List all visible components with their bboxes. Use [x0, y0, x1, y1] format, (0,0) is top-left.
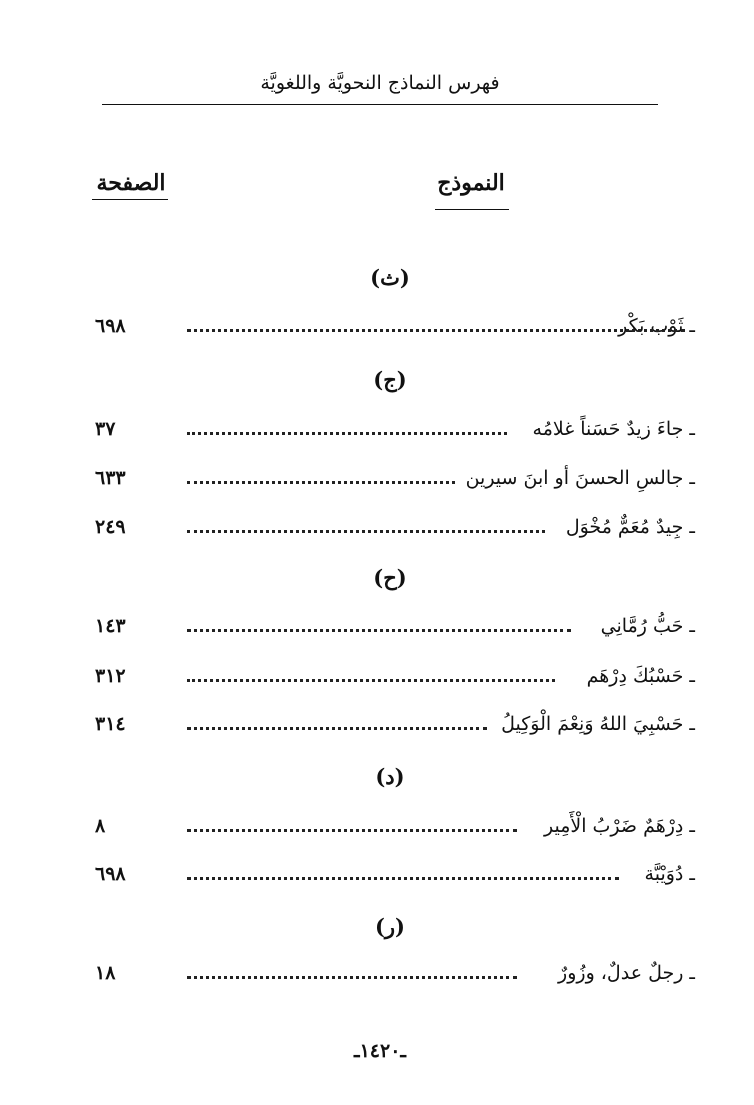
entry-page: ٣١٤ [95, 713, 126, 735]
index-entry [95, 467, 695, 497]
entry-page: ٦٣٣ [95, 467, 126, 489]
entry-term: ـ حَبُّ رُمَّانِي [600, 615, 695, 637]
index-entry [95, 615, 695, 645]
header-rule [102, 104, 658, 105]
dot-leader [187, 629, 571, 632]
index-entry [95, 962, 695, 992]
entry-term: ـ رجلٌ عدلٌ، وزُورٌ [558, 962, 695, 984]
page-number: ـ١٤٢٠ـ [354, 1040, 406, 1062]
index-entry [95, 418, 695, 448]
entry-term: ـ جِيدٌ مُعَمٌّ مُخْوَل [565, 516, 695, 538]
section-letter: (ث) [370, 265, 410, 290]
dot-leader [187, 976, 517, 979]
dot-leader [187, 877, 619, 880]
entry-page: ٦٩٨ [95, 315, 126, 337]
entry-page: ٨ [95, 815, 106, 837]
entry-page: ٣١٢ [95, 665, 126, 687]
index-entry [95, 713, 695, 743]
dot-leader [187, 679, 555, 682]
index-entry [95, 516, 695, 546]
dot-leader [187, 329, 685, 332]
index-entry [95, 815, 695, 845]
section-letter: (ر) [374, 914, 405, 939]
column-heading-model: النموذج [437, 170, 505, 196]
index-entry [95, 315, 695, 345]
column-heading-page: الصفحة [96, 170, 166, 196]
section-letter: (ح) [373, 565, 407, 590]
entry-page: ١٨ [95, 962, 116, 984]
dot-leader [187, 727, 487, 730]
running-header: فهرس النماذج النحويَّة واللغويَّة [260, 72, 500, 94]
column-heading-model-underline [435, 209, 509, 210]
entry-term: ـ حَسْبُكَ دِرْهَم [586, 665, 695, 687]
entry-term: ـ حَسْبِيَ اللهُ وَنِعْمَ الْوَكِيلُ [501, 713, 695, 735]
entry-term: ـ دِرْهَمٌ ضَرْبُ الْأَمِير [544, 815, 695, 837]
index-entry [95, 863, 695, 893]
entry-term: ـ جاءَ زيدٌ حَسَناً غلامُه [532, 418, 695, 440]
index-entry [95, 665, 695, 695]
entry-term: ـ جالسِ الحسنَ أو ابنَ سيرين [465, 467, 695, 489]
entry-page: ١٤٣ [95, 615, 126, 637]
entry-page: ٢٤٩ [95, 516, 126, 538]
entry-page: ٣٧ [95, 418, 116, 440]
column-heading-page-underline [92, 199, 168, 200]
section-letter: (د) [375, 764, 405, 789]
dot-leader [187, 432, 507, 435]
dot-leader [187, 481, 455, 484]
entry-term: ـ دُوَيْبَّة [644, 863, 695, 885]
dot-leader [187, 829, 517, 832]
section-letter: (ج) [373, 367, 407, 392]
entry-term: ـ ثَوْب بَكْر [618, 315, 695, 337]
entry-page: ٦٩٨ [95, 863, 126, 885]
dot-leader [187, 530, 545, 533]
